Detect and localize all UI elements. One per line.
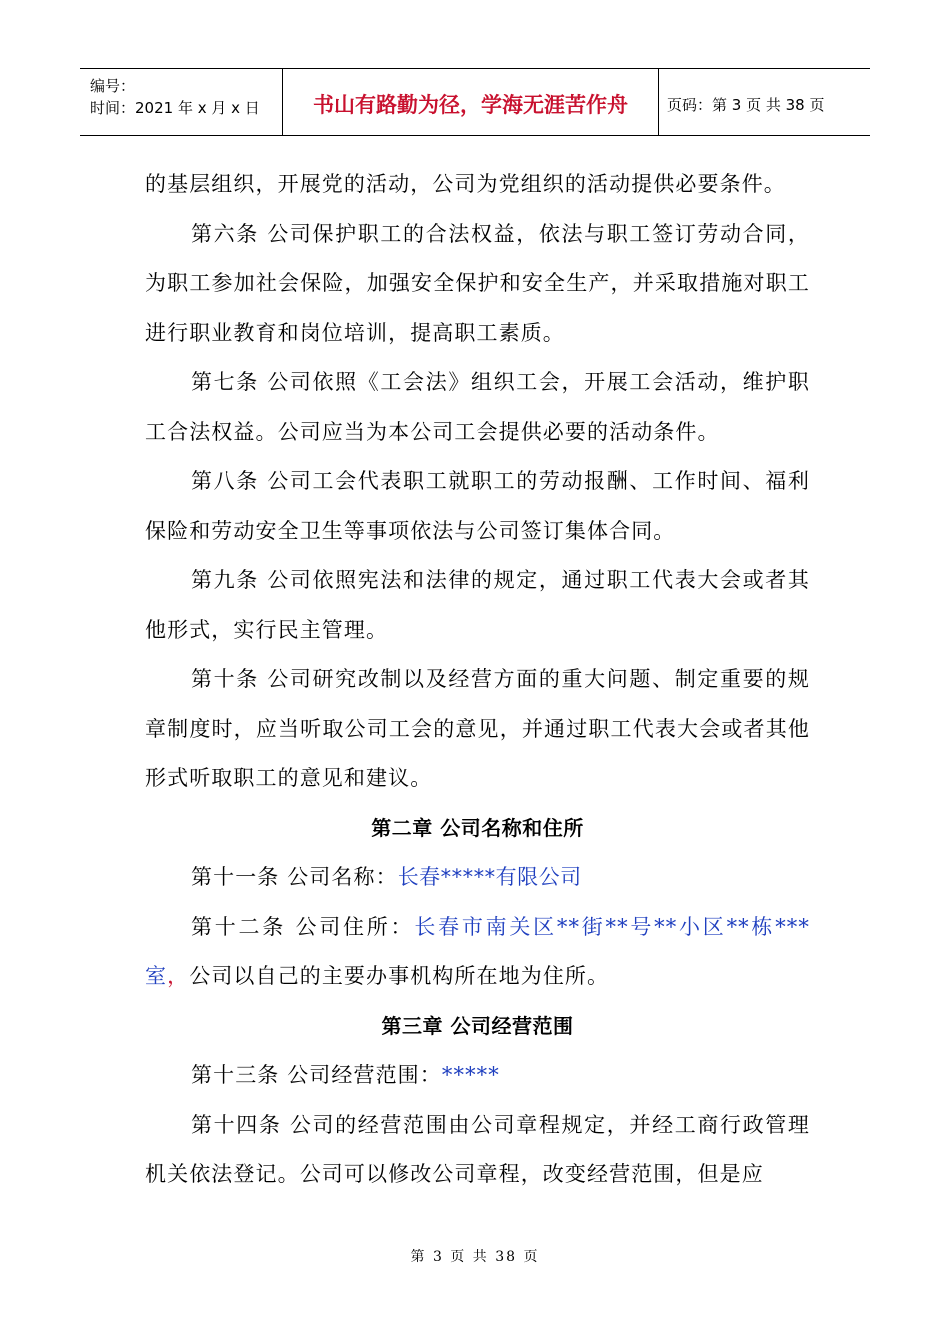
article-11-label: 第十一条 公司名称： [191, 865, 398, 889]
company-address-value: 长春市南关区**街**号**小区**栋***室 [145, 914, 810, 988]
article-13 [145, 1051, 810, 1101]
article-10: 第十条 公司研究改制以及经营方面的重大问题、制定重要的规章制度时，应当听取公司工会的意见，并通过职工代表大会或者其他形式听取职工的意见和建议。 [145, 667, 810, 790]
article-13-label: 第十三条 公司经营范围： [191, 1063, 442, 1087]
article-6: 第六条 公司保护职工的合法权益，依法与职工签订劳动合同，为职工参加社会保险，加强安全保护和安全生产，并采取措施对职工进行职业教育和岗位培训，提高职工素质。 [145, 221, 810, 345]
article-12-label: 第十二条 公司住所： [191, 914, 415, 939]
header-page-info: 页码：第 3 页 共 38 页 [667, 95, 825, 114]
article-8: 第八条 公司工会代表职工就职工的劳动报酬、工作时间、福利保险和劳动安全卫生等事项依法与公司签订集体合同。 [145, 469, 810, 543]
article-12-rest: 公司以自己的主要办事机构所在地为住所。 [189, 964, 610, 988]
article-14: 第十四条 公司的经营范围由公司章程规定，并经工商行政管理机关依法登记。公司可以修改公司章程，改变经营范围，但是应 [145, 1112, 810, 1186]
document-body [145, 160, 810, 1200]
page-footer: 第 3 页 共 38 页 [410, 1249, 540, 1265]
date-label: 时间：2021 年 x 月 x 日 [90, 99, 260, 117]
article-11 [145, 853, 810, 903]
article-9: 第九条 公司依照宪法和法律的规定，通过职工代表大会或者其他形式，实行民主管理。 [145, 568, 810, 642]
chapter-3-heading: 第三章 公司经营范围 [381, 1013, 574, 1038]
header-meta-cell [80, 69, 283, 135]
header-motto: 书山有路勤为径，学海无涯苦作舟 [283, 69, 659, 135]
article-12 [145, 903, 810, 1002]
chapter-2-heading: 第二章 公司名称和住所 [371, 815, 584, 840]
paragraph-continuation: 的基层组织，开展党的活动，公司为党组织的活动提供必要条件。 [145, 172, 786, 196]
article-7: 第七条 公司依照《工会法》组织工会，开展工会活动，维护职工合法权益。公司应当为本公司工会提供必要的活动条件。 [145, 370, 810, 444]
business-scope-value: ***** [441, 1063, 500, 1087]
page-header [80, 68, 870, 136]
serial-number-label: 编号： [90, 77, 136, 95]
address-comma: ， [167, 964, 190, 988]
company-name-value: 长春*****有限公司 [397, 865, 582, 889]
